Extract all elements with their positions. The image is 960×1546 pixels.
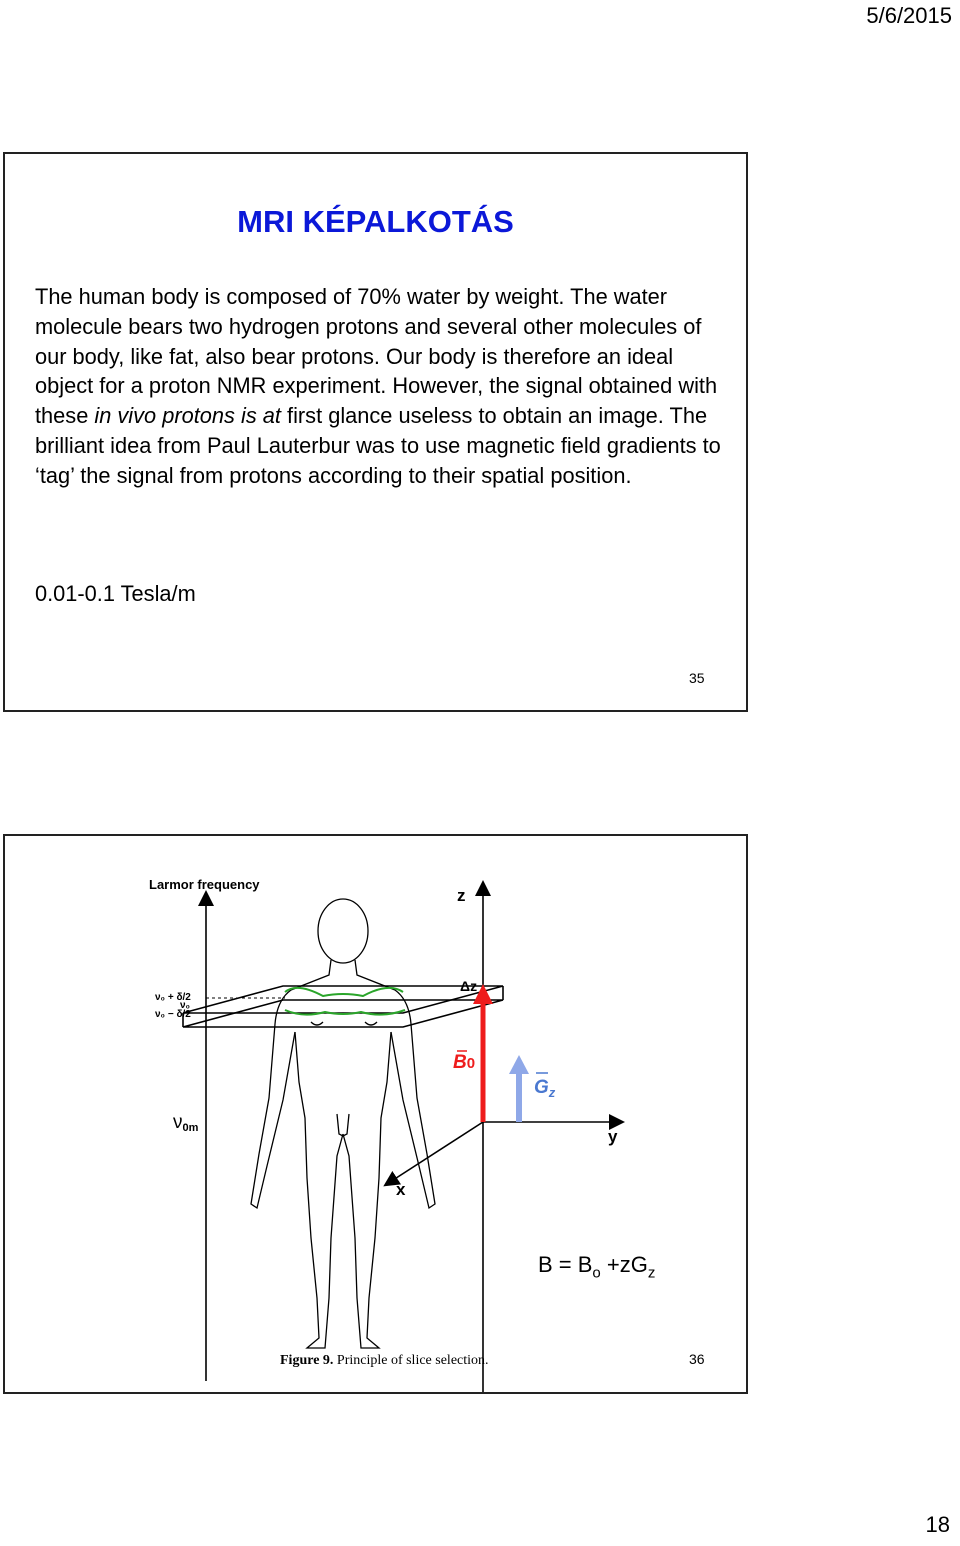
gz-label: $G_z$ xyxy=(534,1077,556,1100)
x-axis xyxy=(390,1122,483,1182)
slide-title: MRI KÉPALKOTÁS xyxy=(237,204,514,239)
gradient-range-note: 0.01-0.1 Tesla/m xyxy=(35,581,196,606)
slide-number: 36 xyxy=(689,1351,705,1367)
slide-body-text xyxy=(35,282,725,491)
freq-center-label: ν₀ xyxy=(180,1000,191,1011)
x-axis-label: x xyxy=(396,1180,406,1199)
slice-selection-figure xyxy=(5,836,746,1392)
gz-arrow-head xyxy=(509,1055,529,1074)
delta-z-label: Δz xyxy=(460,978,478,994)
slide-35 xyxy=(3,152,748,712)
page-date: 5/6/2015 xyxy=(866,3,952,28)
slide-36 xyxy=(3,834,748,1394)
human-body-outline xyxy=(251,899,435,1348)
b0-label: B0 xyxy=(453,1052,476,1073)
slide-number: 35 xyxy=(689,670,705,686)
larmor-frequency-label: Larmor frequency xyxy=(149,877,260,892)
field-formula: $B = B_o +zG_z$ xyxy=(538,1252,656,1282)
body-text-italic: in vivo protons is at xyxy=(94,403,281,429)
freq-lower-label: ν₀ − δ/2 xyxy=(155,1009,191,1020)
y-axis-label: y xyxy=(608,1127,618,1146)
slice-contour xyxy=(285,988,405,1015)
freq-upper-label: ν₀ + δ/2 xyxy=(155,992,191,1003)
body-text-part2: first glance useless to obtain an image. The brilliant idea from Paul Lauterbur was to use magnetic field gradients to ‘tag’ the signal from protons according to their spatial position. xyxy=(35,403,721,488)
z-axis-label: z xyxy=(457,886,466,905)
nu-0m-label: ν0m xyxy=(173,1112,199,1134)
body-text-part1: The human body is composed of 70% water by weight. The water molecule bears two hydrogen protons and several other molecules of our body, like fat, also bear protons. Our body is therefore an ideal object for a proton NMR experiment. However, the signal obtained with these xyxy=(35,284,718,429)
figure-caption: Figure 9. Principle of slice selection. xyxy=(280,1353,489,1368)
page-number: 18 xyxy=(925,1512,950,1537)
